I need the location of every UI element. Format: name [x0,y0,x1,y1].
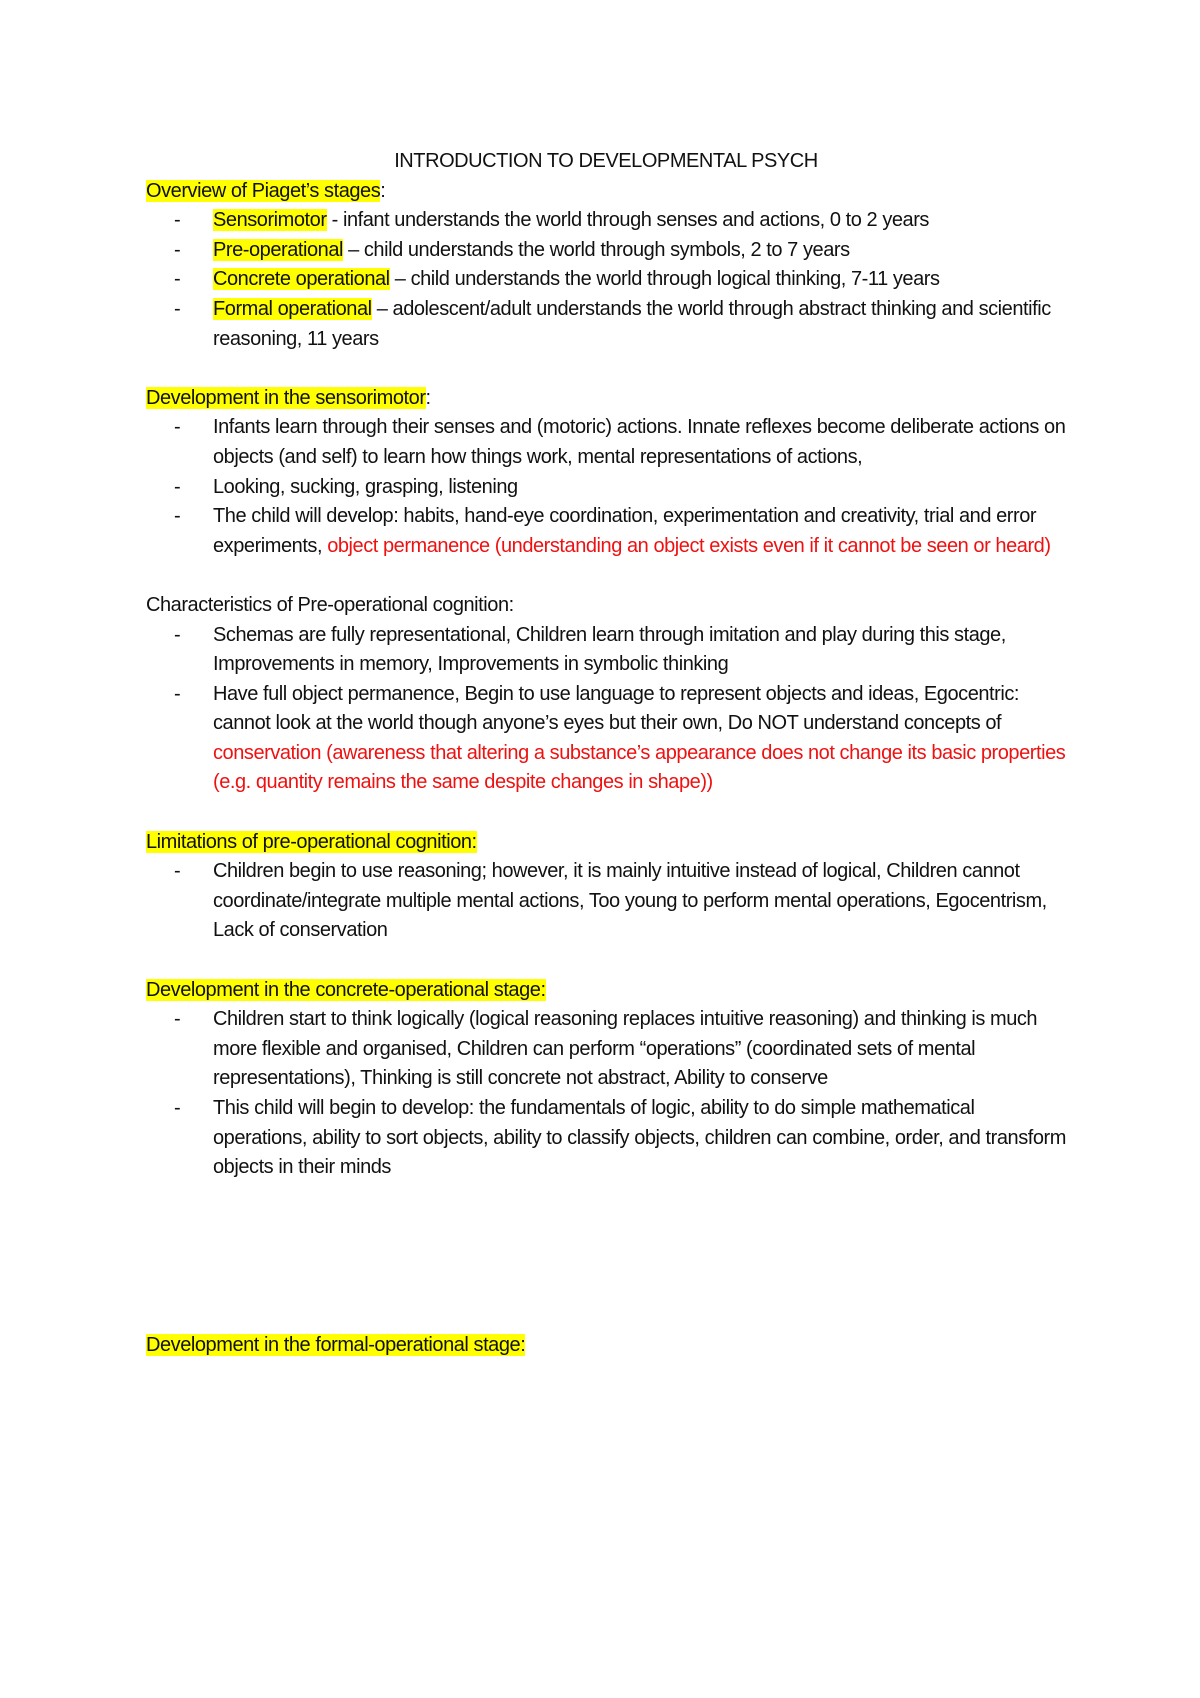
key-term-highlight: object permanence (understanding an object exists even if it cannot be seen or heard) [327,534,1051,557]
list-item [146,236,1066,266]
list-item [146,295,1066,354]
stage-term: Pre-operational [213,238,343,261]
list-item [146,206,1066,236]
item-text: Children begin to use reasoning; however, it is mainly intuitive instead of logical, Children cannot coordinate/integrate multiple mental actions, Too young to perform mental operations, Egocentrism, Lack of conservation [213,860,1047,942]
sensorimotor-heading-colon: : [425,386,431,409]
list-item [146,265,1066,295]
item-text: Looking, sucking, grasping, listening [213,475,518,498]
sensorimotor-heading-text: Development in the sensorimotor [146,386,426,409]
concrete-list [146,1005,1066,1183]
list-item [146,1094,1066,1183]
stage-description: – child understands the world through symbols, 2 to 7 years [343,238,850,261]
dash-bullet: - [174,1008,181,1031]
dash-bullet: - [174,860,181,883]
stage-description: – child understands the world through logical thinking, 7-11 years [389,268,940,291]
stage-term: Sensorimotor [213,209,327,232]
dash-bullet: - [174,505,181,528]
dash-bullet: - [174,209,181,232]
spacer [146,798,1066,828]
overview-heading-text: Overview of Piaget’s stages [146,179,381,202]
list-item [146,413,1066,472]
stage-description: - infant understands the world through senses and actions, 0 to 2 years [326,209,929,232]
item-text: The child will develop: habits, hand-eye coordination, experimentation and creativity, trial and error experiments, [213,505,1037,557]
document-title: INTRODUCTION TO DEVELOPMENTAL PSYCH [394,150,818,172]
dash-bullet: - [174,297,181,320]
stage-description: – adolescent/adult understands the world through abstract thinking and scientific reasoning, 11 years [213,297,1051,350]
concrete-heading-text: Development in the concrete-operational stage: [146,978,546,1001]
preop-characteristics-heading: Characteristics of Pre-operational cognition: [146,593,514,616]
dash-bullet: - [174,416,181,439]
overview-list [146,206,1066,354]
list-item [146,502,1066,561]
item-text: Have full object permanence, Begin to use language to represent objects and ideas, Egocentric: cannot look at the world though anyone’s eyes but their own, Do NOT understand concepts of [213,682,1020,735]
preop-characteristics-list [146,621,1066,799]
preop-limitations-heading-text: Limitations of pre-operational cognition: [146,830,477,853]
key-term-highlight: conservation (awareness that altering a substance’s appearance does not change its basic properties (e.g. quantity remains the same despite changes in shape)) [213,741,1066,794]
concrete-heading [146,976,1066,1006]
formal-heading-text: Development in the formal-operational stage: [146,1333,526,1356]
spacer [146,561,1066,591]
overview-heading-colon: : [380,179,386,202]
stage-term: Concrete operational [213,268,390,291]
sensorimotor-list [146,413,1066,561]
document-body [146,147,1066,1360]
dash-bullet: - [174,238,181,261]
list-item [146,1005,1066,1094]
dash-bullet: - [174,682,181,705]
dash-bullet: - [174,268,181,291]
spacer [146,946,1066,976]
list-item [146,680,1066,798]
item-text: Schemas are fully representational, Children learn through imitation and play during this stage, Improvements in memory, Improvements in symbolic thinking [213,623,1006,676]
stage-term: Formal operational [213,297,372,320]
list-item [146,621,1066,680]
dash-bullet: - [174,1097,181,1119]
list-item [146,857,1066,946]
spacer [146,1183,1066,1331]
overview-heading [146,177,1066,207]
preop-limitations-list [146,857,1066,946]
item-text: Children start to think logically (logical reasoning replaces intuitive reasoning) and thinking is much more flexible and organised, Children can perform “operations” (coordinated sets of mental representations), Thinking is still concrete not abstract, Ability to conserve [213,1008,1038,1090]
spacer [146,354,1066,384]
item-text: Infants learn through their senses and (motoric) actions. Innate reflexes become deliberate actions on objects (and self) to learn how things work, mental representations of actions, [213,416,1066,468]
item-text: This child will begin to develop: the fundamentals of logic, ability to do simple mathematical operations, ability to sort objects, ability to classify objects, children can combine, order, and transform objects in their minds [213,1097,1066,1179]
formal-heading [146,1331,1066,1361]
preop-limitations-heading [146,828,1066,858]
dash-bullet: - [174,475,181,498]
dash-bullet: - [174,623,181,646]
sensorimotor-heading [146,384,1066,414]
list-item [146,473,1066,503]
